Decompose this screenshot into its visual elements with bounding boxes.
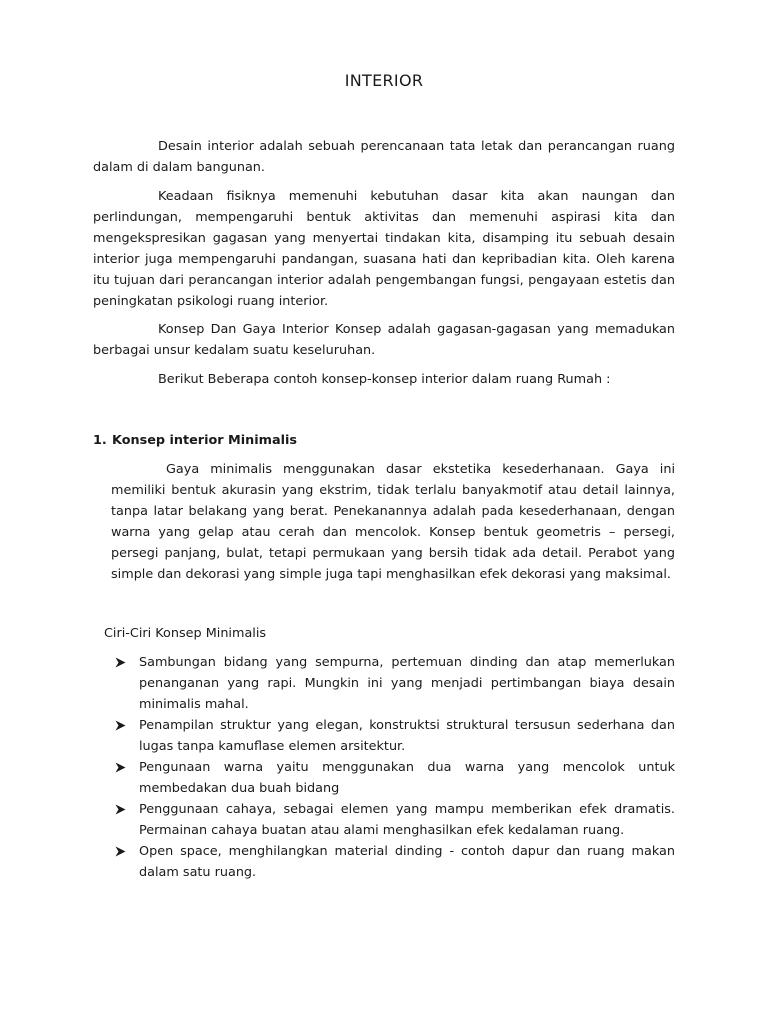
ciri-ciri-heading: Ciri-Ciri Konsep Minimalis <box>104 626 267 641</box>
intro-paragraph-2: Keadaan fisiknya memenuhi kebutuhan dasar kita akan naungan dan perlindungan, mempengaruhi bentuk aktivitas dan memenuhi aspirasi kita dan mengekspresikan gagasan yang menyertai tindakan kita, disamping itu sebuah desain interior juga mempengaruhi pandangan, suasana hati dan kepribadian kita. Oleh karena itu tujuan dari perancangan interior adalah pengembangan fungsi, pengayaan estetis dan peningkatan psikologi ruang interior. <box>93 189 675 309</box>
list-item-text: Penggunaan cahaya, sebagai elemen yang mampu memberikan efek dramatis. Permainan cahaya buatan atau alami menghasilkan efek kedalaman ruang. <box>139 802 675 838</box>
section-heading-text: Konsep interior Minimalis <box>112 433 298 448</box>
arrowhead-bullet-icon <box>115 657 126 668</box>
ciri-ciri-list <box>115 652 675 883</box>
arrowhead-bullet-icon <box>115 720 126 731</box>
arrowhead-bullet-icon <box>115 762 126 773</box>
list-item <box>115 841 675 883</box>
list-item-text: Open space, menghilangkan material dinding - contoh dapur dan ruang makan dalam satu ruang. <box>139 844 675 880</box>
section-heading <box>93 430 297 451</box>
list-item <box>115 757 675 799</box>
list-item <box>115 799 675 841</box>
page-title: INTERIOR <box>344 71 424 90</box>
list-item <box>115 652 675 715</box>
list-item-text: Penampilan struktur yang elegan, konstruktsi struktural tersusun sederhana dan lugas tanpa kamuflase elemen arsitektur. <box>139 718 675 754</box>
arrowhead-bullet-icon <box>115 804 126 815</box>
list-item-text: Sambungan bidang yang sempurna, pertemuan dinding dan atap memerlukan penanganan yang rapi. Mungkin ini yang menjadi pertimbangan biaya desain minimalis mahal. <box>139 655 675 712</box>
arrowhead-bullet-icon <box>115 846 126 857</box>
list-item-text: Pengunaan warna yaitu menggunakan dua warna yang mencolok untuk membedakan dua buah bidang <box>139 760 675 796</box>
intro-paragraph-4: Berikut Beberapa contoh konsep-konsep interior dalam ruang Rumah : <box>158 372 611 387</box>
intro-paragraph-3: Konsep Dan Gaya Interior Konsep adalah gagasan-gagasan yang memadukan berbagai unsur kedalam suatu keseluruhan. <box>93 322 675 358</box>
section-number: 1. <box>93 433 107 448</box>
list-item <box>115 715 675 757</box>
intro-paragraph-1: Desain interior adalah sebuah perencanaan tata letak dan perancangan ruang dalam di dalam bangunan. <box>93 139 675 175</box>
section-paragraph: Gaya minimalis menggunakan dasar ekstetika kesederhanaan. Gaya ini memiliki bentuk akurasin yang ekstrim, tidak terlalu banyakmotif atau detail lainnya, tanpa latar belakang yang berat. Penekanannya adalah pada kesederhanaan, dengan warna yang gelap atau cerah dan mencolok. Konsep bentuk geometris – persegi, persegi panjang, bulat, tetapi permukaan yang bersih tidak ada detail. Perabot yang simple dan dekorasi yang simple juga tapi menghasilkan efek dekorasi yang maksimal. <box>111 462 675 582</box>
